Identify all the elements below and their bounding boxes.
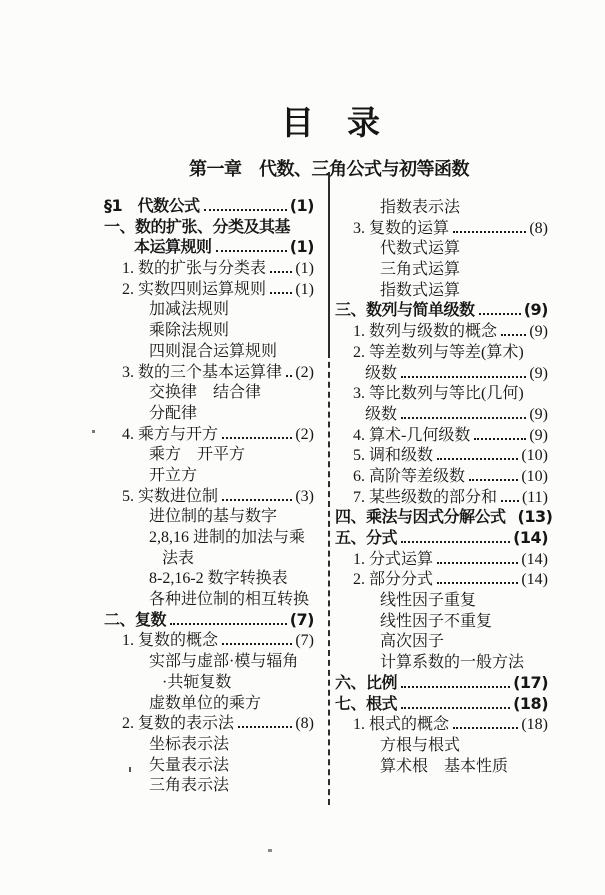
toc-entry (104, 338, 314, 359)
page-number: (2) (295, 363, 314, 381)
entry-text: 矢量表示法 (149, 756, 230, 774)
entry-text: 计算系数的一般方法 (380, 654, 525, 672)
toc-entry (335, 691, 548, 712)
entry-text: 乘除法规则 (149, 322, 230, 340)
entry-text: 四则混合运算规则 (149, 342, 278, 360)
toc-entry (335, 380, 548, 401)
page-number: (9) (529, 364, 548, 382)
page-number: (1) (289, 196, 314, 215)
toc-entry (104, 690, 314, 711)
toc-entry (335, 277, 548, 298)
dot-leader (286, 375, 292, 377)
entry-text: 二、复数 (104, 609, 167, 629)
page-number: (18) (513, 693, 548, 713)
dot-leader (401, 541, 510, 543)
toc-entry (104, 441, 314, 462)
toc-entry (335, 318, 548, 339)
toc-entry (335, 504, 553, 527)
toc-entry (104, 421, 314, 442)
toc-entry (335, 649, 548, 670)
entry-text: 1. 分式运算 (353, 550, 434, 568)
entry-text: 2. 实数四则运算规则 (122, 280, 267, 298)
toc-entry (104, 317, 314, 338)
dot-leader (401, 417, 526, 419)
entry-text: 6. 高阶等差级数 (353, 467, 466, 485)
toc-entry (104, 296, 314, 317)
page-number: (17) (513, 672, 548, 692)
page-number: (7) (289, 609, 314, 629)
entry-text: 法表 (162, 549, 195, 567)
entry-text: 1. 根式的概念 (353, 716, 450, 734)
page-number: (14) (513, 528, 548, 547)
entry-text: 级数 (365, 364, 398, 382)
entry-text: 3. 等比数列与等比(几何) (353, 385, 524, 403)
toc-column-right (335, 194, 553, 775)
entry-text: 开立方 (149, 466, 198, 484)
toc-entry (104, 234, 314, 255)
scan-speck (129, 767, 131, 772)
entry-text: 5. 调和级数 (353, 447, 434, 465)
toc-entry (104, 710, 314, 731)
dot-leader (401, 376, 526, 378)
entry-text: 五、分式 (335, 528, 398, 547)
entry-text: 三、数列与简单级数 (335, 300, 475, 320)
entry-text: 8-2,16-2 数字转换表 (149, 570, 288, 588)
dot-leader (222, 437, 292, 439)
toc-entry (335, 587, 548, 608)
dot-leader (170, 623, 287, 625)
toc-entry (104, 359, 314, 380)
entry-text: 各种进位制的相互转换 (149, 591, 310, 609)
page-number: (1) (289, 237, 314, 257)
page-number: (9) (523, 300, 548, 320)
dot-leader (270, 271, 292, 273)
entry-text: ·共轭复数 (162, 673, 232, 691)
page-number: (8) (295, 715, 314, 733)
toc-entry (104, 731, 314, 752)
toc-entry (335, 484, 548, 505)
entry-text: 三角表示法 (149, 777, 230, 795)
page-number: (9) (529, 405, 548, 423)
column-divider-bottom (328, 352, 330, 805)
dot-leader (474, 438, 526, 440)
toc-entry (104, 276, 314, 297)
toc-entry (104, 607, 314, 628)
dot-leader (401, 686, 510, 688)
entry-text: 级数 (365, 405, 398, 423)
page-title: 目 录 (281, 103, 380, 142)
toc-entry (104, 565, 314, 586)
toc-entry (104, 627, 314, 648)
dot-leader (437, 582, 518, 584)
dot-leader (479, 313, 521, 315)
toc-entry (335, 732, 548, 753)
entry-text: 3. 复数的运算 (353, 219, 450, 237)
entry-text: 六、比例 (335, 672, 398, 692)
entry-text: 分配律 (149, 404, 198, 422)
page-number: (1) (295, 260, 314, 278)
dot-leader (453, 727, 518, 729)
toc-entry (335, 422, 548, 443)
dot-leader (453, 231, 526, 233)
entry-text: 3. 数的三个基本运算律 (122, 363, 283, 381)
toc-entry (335, 711, 548, 732)
toc-entry (335, 215, 548, 236)
toc-entry (335, 628, 548, 649)
page-number: (8) (529, 219, 548, 237)
entry-text: 7. 某些级数的部分和 (353, 488, 498, 506)
page-number: (18) (521, 716, 548, 734)
entry-text: 4. 算术-几何级数 (353, 426, 471, 444)
toc-entry (104, 772, 314, 793)
page-number: (10) (521, 447, 548, 465)
entry-text: 一、数的扩张、分类及其基 (104, 216, 291, 236)
entry-text: 七、根式 (335, 693, 398, 713)
column-divider-top (328, 172, 330, 352)
page-number: (1) (295, 280, 314, 298)
entry-text: 本运算规则 (134, 237, 212, 257)
toc-entry (335, 235, 548, 256)
dot-leader (501, 334, 526, 336)
entry-text: 指数式运算 (380, 281, 461, 299)
dot-leader (401, 707, 510, 709)
page-number: (2) (295, 425, 314, 443)
toc-entry (104, 193, 314, 214)
entry-text: 2. 部分分式 (353, 571, 434, 589)
dot-leader (437, 562, 518, 564)
entry-text: 4. 乘方与开方 (122, 425, 219, 443)
dot-leader (222, 499, 292, 501)
toc-entry (335, 566, 548, 587)
toc-entry (104, 503, 314, 524)
toc-entry (335, 525, 548, 546)
entry-text: 2. 等差数列与等差(算术) (353, 343, 524, 361)
toc-entry (335, 297, 548, 318)
toc-entry (335, 546, 548, 567)
dot-leader (222, 643, 292, 645)
toc-entry (335, 256, 548, 277)
entry-text: 1. 复数的概念 (122, 632, 219, 650)
dot-leader (437, 458, 518, 460)
page-number: (11) (521, 488, 548, 506)
entry-text: 乘方 开平方 (149, 446, 246, 464)
page-number: (9) (529, 323, 548, 341)
toc-entry (335, 463, 548, 484)
page-number: (3) (295, 487, 314, 505)
toc-entry (104, 524, 314, 545)
entry-text: 1. 数列与级数的概念 (353, 323, 498, 341)
page-number: (14) (521, 571, 548, 589)
entry-text: 虚数单位的乘方 (149, 694, 262, 712)
dot-leader (469, 479, 518, 481)
scan-speck (268, 849, 272, 852)
entry-text: 三角式运算 (380, 261, 461, 279)
entry-text: 高次因子 (380, 633, 445, 651)
entry-text: 指数表示法 (380, 199, 461, 216)
toc-entry (104, 586, 314, 607)
toc-entry (104, 255, 314, 276)
entry-text: §1 代数公式 (104, 196, 200, 215)
entry-text: 实部与虚部·模与辐角 (149, 653, 299, 671)
entry-text: 方根与根式 (380, 736, 461, 754)
toc-entry (335, 360, 548, 381)
entry-text: 交换律 结合律 (149, 384, 262, 402)
entry-text: 四、乘法与因式分解公式 (335, 507, 506, 527)
toc-entry (335, 401, 548, 422)
page-number: (10) (521, 467, 548, 485)
scan-speck (92, 430, 95, 433)
dot-leader (238, 726, 292, 728)
toc-entry (104, 400, 314, 421)
page-number: (14) (521, 550, 548, 568)
toc-entry (104, 648, 314, 669)
toc-entry (104, 752, 314, 773)
toc-entry (335, 442, 548, 463)
entry-text: 线性因子重复 (380, 592, 477, 610)
entry-text: 坐标表示法 (149, 735, 230, 753)
entry-text: 线性因子不重复 (380, 612, 493, 630)
toc-entry (335, 753, 548, 774)
entry-text: 5. 实数进位制 (122, 487, 219, 505)
entry-text: 进位制的基与数字 (149, 508, 278, 526)
entry-text: 1. 数的扩张与分类表 (122, 260, 267, 278)
toc-entry (335, 670, 548, 691)
entry-text: 算术根 基本性质 (380, 757, 509, 775)
dot-leader (216, 250, 287, 252)
dot-leader (204, 209, 287, 211)
toc-entry (335, 608, 548, 629)
dot-leader (501, 500, 519, 502)
page-number: (9) (529, 426, 548, 444)
entry-text: 加减法规则 (149, 301, 230, 319)
page-number: (13) (517, 507, 553, 527)
toc-entry (104, 669, 314, 690)
toc-entry (104, 379, 314, 400)
toc-entry (104, 462, 314, 483)
entry-text: 2. 复数的表示法 (122, 715, 235, 733)
entry-text: 2,8,16 进制的加法与乘 (149, 529, 306, 546)
toc-column-left (104, 193, 314, 793)
toc-entry (104, 214, 314, 235)
toc-entry (104, 483, 314, 504)
page-number: (7) (295, 632, 314, 650)
toc-entry (104, 545, 314, 566)
entry-text: 代数式运算 (380, 240, 461, 258)
toc-entry (335, 194, 548, 215)
dot-leader (270, 292, 292, 294)
chapter-heading: 第一章 代数、三角公式与初等函数 (189, 159, 469, 180)
toc-entry (335, 339, 548, 360)
